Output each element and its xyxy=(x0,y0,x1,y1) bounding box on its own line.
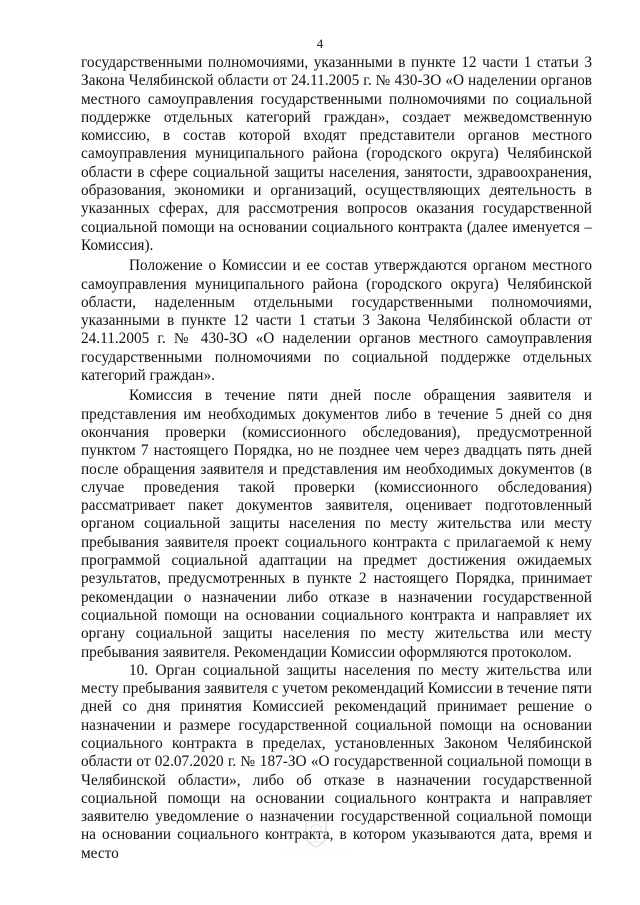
coat-of-arms-icon xyxy=(303,818,329,848)
page-number: 4 xyxy=(316,36,324,51)
paragraph-item-10: 10. Орган социальной защиты населения по месту жительства или месту пребывания заявителя с учетом рекомендаций Комиссии в течение пяти дней со дня принятия Комиссией рекомендаций принимает решение о назначении и размере государственной социальной помощи на основании социального контракта в пределах, установленных Законом Челябинской области от 02.07.2020 г. № 187-ЗО «О государственной социальной помощи в Челябинской области», либо об отказе в назначении государственной социальной помощи на основании социального контракта и направляет заявителю уведомление о назначении государственной социальной помощи на основании социального контракта, в котором указываются дата, время и место xyxy=(81,661,592,862)
paragraph-continuation: государственными полномочиями, указанными в пункте 12 части 1 статьи 3 Закона Челябинской области от 24.11.2005 г. № 430-ЗО «О наделении органов местного самоуправления государственными полномочиями по социальной поддержке отдельных категорий граждан», создает межведомственную комиссию, в состав которой входят представители органов местного самоуправления муниципального района (городского округа) Челябинской области в сфере социальной защиты населения, занятости, здравоохранения, образования, экономики и организаций, осуществляющих деятельность в указанных сферах, для рассмотрения вопросов оказания государственной социальной помощи на основании социального контракта (далее именуется – Комиссия). xyxy=(81,54,592,254)
document-body xyxy=(81,54,592,863)
paragraph-commission-regulation: Положение о Комиссии и ее состав утверждаются органом местного самоуправления муниципального района (городского округа) Челябинской области, наделенным отдельными государственными полномочиями, указанными в пункте 12 части 1 статьи 3 Закона Челябинской области от 24.11.2005 г. № 430-ЗО «О наделении органов местного самоуправления государственными полномочиями по социальной поддержке отдельных категорий граждан». xyxy=(81,257,592,385)
faint-stamp-mark: · · · · · · · · · xyxy=(284,852,352,859)
paragraph-commission-review: Комиссия в течение пяти дней после обращения заявителя и представления им необходимых документов либо в течение 5 дней со дня окончания проверки (комиссионного обследования), предусмотренной пунктом 7 настоящего Порядка, но не позднее чем через двадцать пять дней после обращения заявителя и представления им необходимых документов (в случае проведения такой проверки (комиссионного обследования) рассматривает пакет документов заявителя, оценивает подготовленный органом социальной защиты населения по месту жительства или месту пребывания заявителя проект социального контракта с прилагаемой к нему программой социальной адаптации на предмет достижения ожидаемых результатов, предусмотренных в пункте 2 настоящего Порядка, принимает рекомендации о назначении либо отказе в назначении государственной социальной помощи на основании социального контракта и направляет их органу социальной защиты населения по месту жительства или месту пребывания заявителя. Рекомендации Комиссии оформляются протоколом. xyxy=(81,387,592,661)
